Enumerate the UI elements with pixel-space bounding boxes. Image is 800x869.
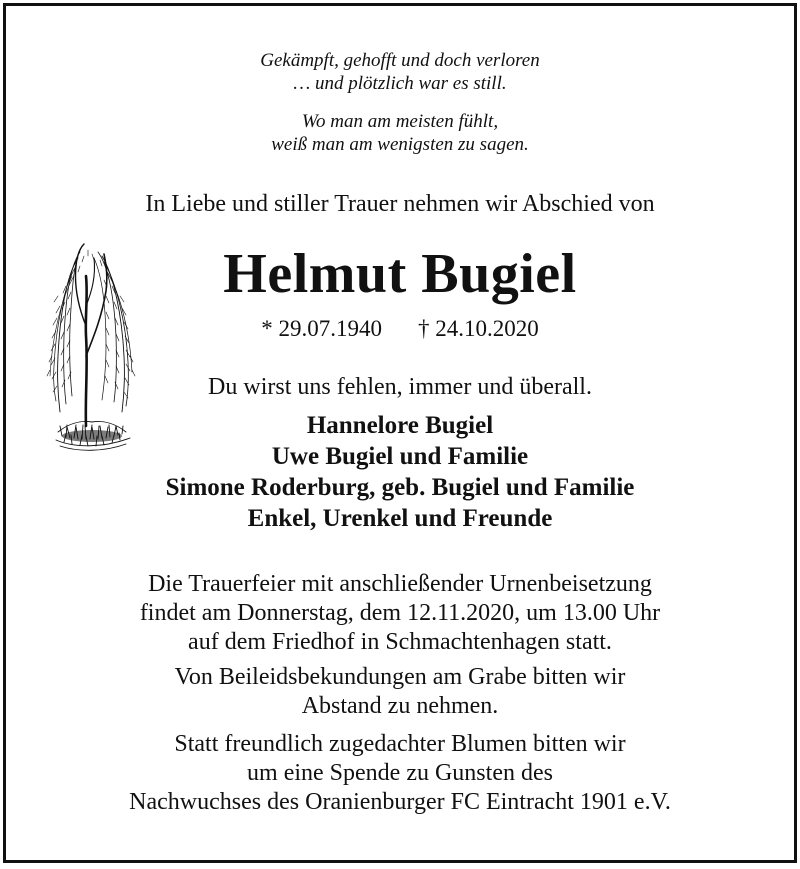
condolence-line: Von Beileidsbekundungen am Grabe bitten wir bbox=[174, 664, 626, 690]
service-line: auf dem Friedhof in Schmachtenhagen statt. bbox=[188, 629, 612, 655]
mourner-name: Simone Roderburg, geb. Bugiel und Familie bbox=[165, 474, 635, 501]
poem-line: … und plötzlich war es still. bbox=[293, 73, 507, 94]
mourners-list bbox=[6, 410, 794, 534]
service-line: findet am Donnerstag, dem 12.11.2020, um 13.00 Uhr bbox=[139, 600, 661, 626]
service-details bbox=[6, 570, 794, 657]
condolence-line: Abstand zu nehmen. bbox=[301, 693, 499, 719]
donation-line: Nachwuchses des Oranienburger FC Eintracht 1901 e.V. bbox=[129, 789, 671, 815]
poem-stanza-2 bbox=[6, 110, 794, 156]
death-date: † 24.10.2020 bbox=[418, 316, 539, 341]
birth-date: * 29.07.1940 bbox=[261, 316, 382, 341]
poem-line: weiß man am wenigsten zu sagen. bbox=[271, 134, 529, 155]
poem-line: Gekämpft, gehofft und doch verloren bbox=[260, 50, 540, 71]
intro-text: In Liebe und stiller Trauer nehmen wir Abschied von bbox=[145, 191, 655, 217]
mourner-name: Enkel, Urenkel und Freunde bbox=[247, 505, 553, 532]
obituary-frame bbox=[3, 3, 797, 863]
mourner-name: Hannelore Bugiel bbox=[306, 412, 494, 439]
mourner-name: Uwe Bugiel und Familie bbox=[271, 443, 529, 470]
donation-note bbox=[6, 730, 794, 817]
donation-line: um eine Spende zu Gunsten des bbox=[247, 760, 553, 786]
poem-stanza-1 bbox=[6, 49, 794, 95]
motto-text: Du wirst uns fehlen, immer und überall. bbox=[208, 374, 592, 400]
donation-line: Statt freundlich zugedachter Blumen bitten wir bbox=[174, 731, 626, 757]
deceased-name: Helmut Bugiel bbox=[223, 243, 577, 305]
service-line: Die Trauerfeier mit anschließender Urnenbeisetzung bbox=[148, 571, 652, 597]
poem-line: Wo man am meisten fühlt, bbox=[301, 111, 499, 132]
condolence-note bbox=[6, 663, 794, 721]
